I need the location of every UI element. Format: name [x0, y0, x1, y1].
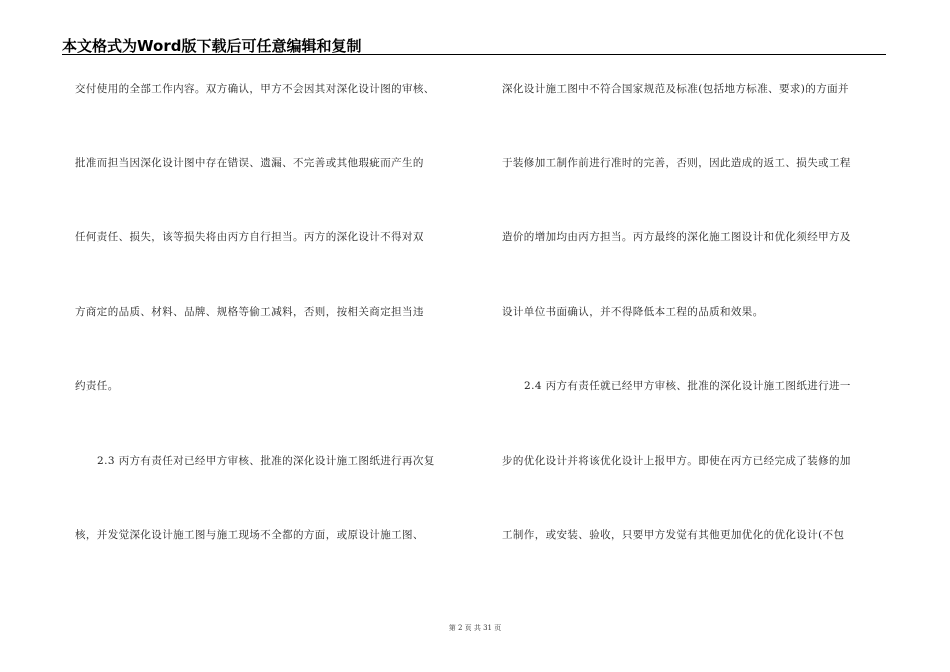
page-number-footer: 第 2 页 共 31 页	[448, 624, 502, 632]
text-line: 交付使用的全部工作内容。双方确认，甲方不会因其对深化设计图的审核、	[75, 83, 435, 95]
text-line: 任何责任、损失，该等损失将由丙方自行担当。丙方的深化设计不得对双	[75, 231, 424, 243]
document-header-title: 本文格式为Word版下载后可任意编辑和复制	[62, 37, 362, 55]
text-line: 设计单位书面确认，并不得降低本工程的品质和效果。	[502, 306, 764, 318]
text-line: 方商定的品质、材料、品牌、规格等偷工减料，否则，按相关商定担当违	[75, 306, 424, 318]
text-line: 于装修加工制作前进行准时的完善，否则，因此造成的返工、损失或工程	[502, 157, 851, 169]
text-line: 深化设计施工图中不符合国家规范及标准(包括地方标准、要求)的方面并	[502, 83, 849, 95]
text-line: 工制作，或安装、验收，只要甲方发觉有其他更加优化的优化设计(不包	[502, 529, 845, 541]
text-line: 步的优化设计并将该优化设计上报甲方。即使在丙方已经完成了装修的加	[502, 455, 851, 467]
text-line: 核，并发觉深化设计施工图与施工现场不全都的方面，或原设计施工图、	[75, 529, 424, 541]
text-line: 批准而担当因深化设计图中存在错误、遗漏、不完善或其他瑕疵而产生的	[75, 157, 424, 169]
text-line: 2.4 丙方有责任就已经甲方审核、批准的深化设计施工图纸进行进一	[524, 380, 851, 392]
text-line: 约责任。	[75, 380, 119, 392]
text-line: 2.3 丙方有责任对已经甲方审核、批准的深化设计施工图纸进行再次复	[97, 455, 435, 467]
text-line: 造价的增加均由丙方担当。丙方最终的深化施工图设计和优化须经甲方及	[502, 231, 851, 243]
header-divider	[62, 54, 886, 55]
